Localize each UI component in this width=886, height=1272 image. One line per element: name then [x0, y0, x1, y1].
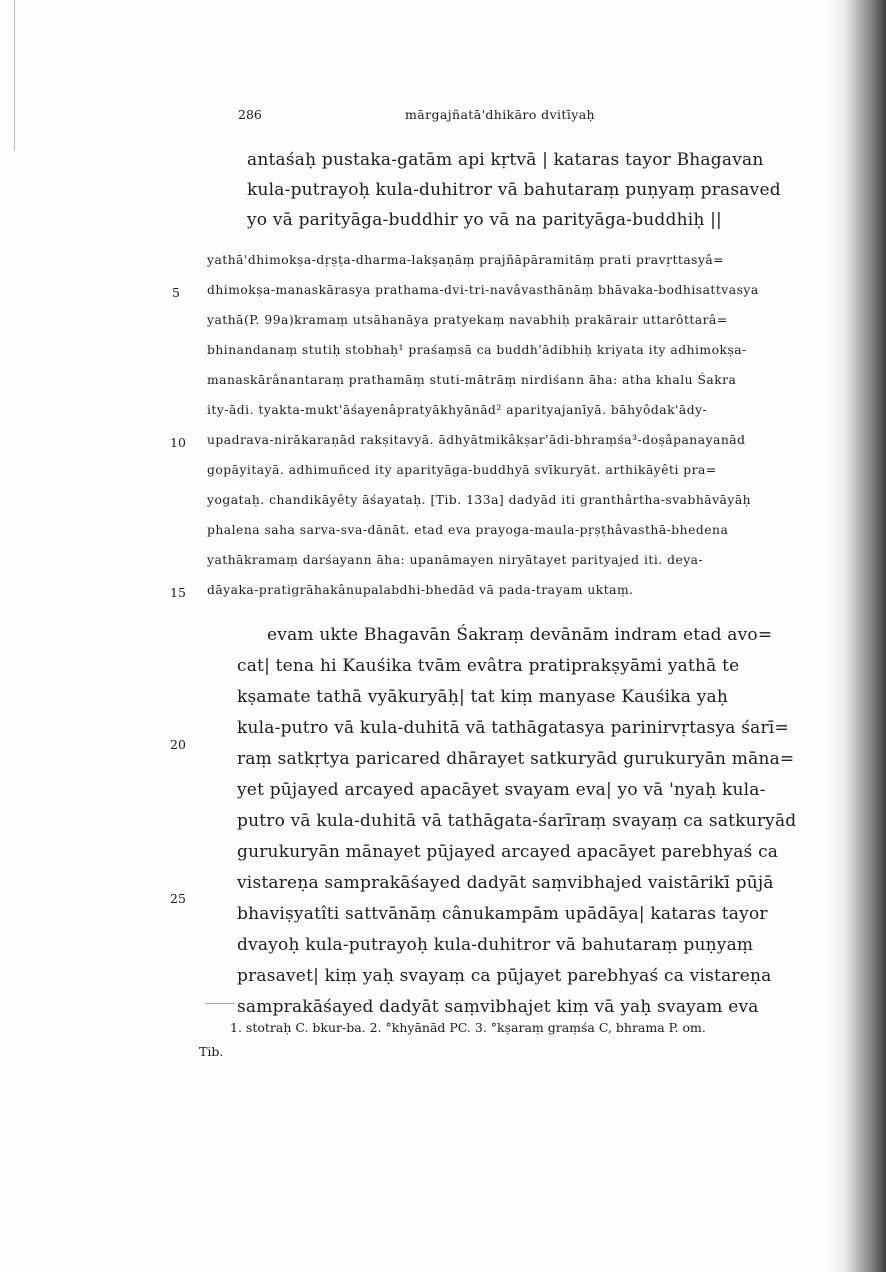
- body-line: kula-putro vā kula-duhitā vā tathāgatasya parinirvṛtasya śarī=: [237, 718, 789, 738]
- body-line: raṃ satkṛtya paricared dhārayet satkuryād gurukuryān māna=: [237, 749, 795, 769]
- line-number: 5: [172, 285, 180, 300]
- body-line: samprakāśayed dadyāt saṃvibhajet kiṃ vā yaḥ svayam eva: [237, 997, 759, 1017]
- commentary-line: dāyaka-pratigrāhakânupalabdhi-bhedād vā pada-trayam uktaṃ.: [207, 583, 634, 597]
- body-line: dvayoḥ kula-putrayoḥ kula-duhitror vā bahutaraṃ puṇyaṃ: [237, 935, 754, 955]
- body-line: yet pūjayed arcayed apacāyet svayam eva| yo vā 'nyaḥ kula-: [237, 780, 766, 800]
- commentary-line: ity-ādi. tyakta-mukt'āśayenâpratyākhyānād² aparityajanīyā. bāhyôdak'ādy-: [207, 403, 708, 417]
- commentary-line: yathākramaṃ darśayann āha: upanāmayen niryātayet parityajed iti. deya-: [207, 553, 704, 567]
- commentary-line: upadrava-nirākaraṇād rakṣitavyā. ādhyātmikâkṣar'ādi-bhraṃśa³-doṣâpanayanād: [207, 433, 746, 447]
- line-number: 25: [170, 891, 186, 906]
- line-number: 15: [170, 585, 186, 600]
- body-line: cat| tena hi Kauśika tvām evâtra pratiprakṣyāmi yathā te: [237, 656, 740, 676]
- footnote-rule: [205, 1003, 235, 1004]
- line-number: 10: [170, 435, 186, 450]
- commentary-line: yathā(P. 99a)kramaṃ utsāhanāya pratyekaṃ navabhiḥ prakārair uttarôttarâ=: [207, 313, 728, 327]
- page-number: 286: [238, 107, 262, 122]
- commentary-line: manaskārânantaraṃ prathamāṃ stuti-mātrāṃ nirdiśann āha: atha khalu Śakra: [207, 373, 737, 387]
- line-number: 20: [170, 737, 186, 752]
- verse-line: yo vā parityāga-buddhir yo vā na parityāga-buddhiḥ ||: [247, 210, 722, 230]
- commentary-line: phalena saha sarva-sva-dānāt. etad eva prayoga-maula-pṛṣṭhâvasthā-bhedena: [207, 523, 729, 537]
- verse-line: antaśaḥ pustaka-gatām api kṛtvā | kataras tayor Bhagavan: [247, 150, 764, 170]
- footnote-line: 1. stotraḥ C. bkur-ba. 2. °khyānād PC. 3. °kṣaraṃ graṃśa C, bhrama P. om.: [230, 1020, 706, 1035]
- body-line: vistareṇa samprakāśayed dadyāt saṃvibhajed vaistārikī pūjā: [237, 873, 774, 893]
- binding-shadow: [828, 0, 886, 1272]
- running-header: [200, 107, 800, 127]
- commentary-line: yogataḥ. chandikāyêty āśayataḥ. [Tib. 133a] dadyād iti granthârtha-svabhāvāyāḥ: [207, 493, 752, 507]
- commentary-line: gopāyitayā. adhimuñced ity aparityāga-buddhyā svīkuryāt. arthikāyêti pra=: [207, 463, 717, 477]
- commentary-line: dhimokṣa-manaskārasya prathama-dvi-tri-navâvasthānāṃ bhāvaka-bodhisattvasya: [207, 283, 759, 297]
- body-line: gurukuryān mānayet pūjayed arcayed apacāyet parebhyaś ca: [237, 842, 779, 862]
- page-edge-line: [14, 0, 15, 150]
- body-line: bhaviṣyatîti sattvānāṃ cânukampām upādāya| kataras tayor: [237, 904, 768, 924]
- commentary-line: yathā'dhimokṣa-dṛṣṭa-dharma-lakṣaṇāṃ prajñāpāramitāṃ prati pravṛttasyâ=: [207, 253, 725, 267]
- body-line: evam ukte Bhagavān Śakraṃ devānām indram etad avo=: [267, 625, 773, 645]
- running-title: mārgajñatā'dhikāro dvitīyaḥ: [404, 107, 596, 122]
- commentary-line: bhinandanaṃ stutiḥ stobhaḥ¹ praśaṃsā ca buddh'ādibhiḥ kriyata ity adhimokṣa-: [207, 343, 747, 357]
- body-line: prasavet| kiṃ yaḥ svayaṃ ca pūjayet parebhyaś ca vistareṇa: [237, 966, 772, 986]
- verse-line: kula-putrayoḥ kula-duhitror vā bahutaraṃ puṇyaṃ prasaved: [247, 180, 781, 200]
- body-line: putro vā kula-duhitā vā tathāgata-śarīraṃ svayaṃ ca satkuryād: [237, 811, 797, 831]
- body-line: kṣamate tathā vyākuryāḥ| tat kiṃ manyase Kauśika yaḥ: [237, 687, 729, 707]
- footnote-line: Tib.: [199, 1044, 224, 1059]
